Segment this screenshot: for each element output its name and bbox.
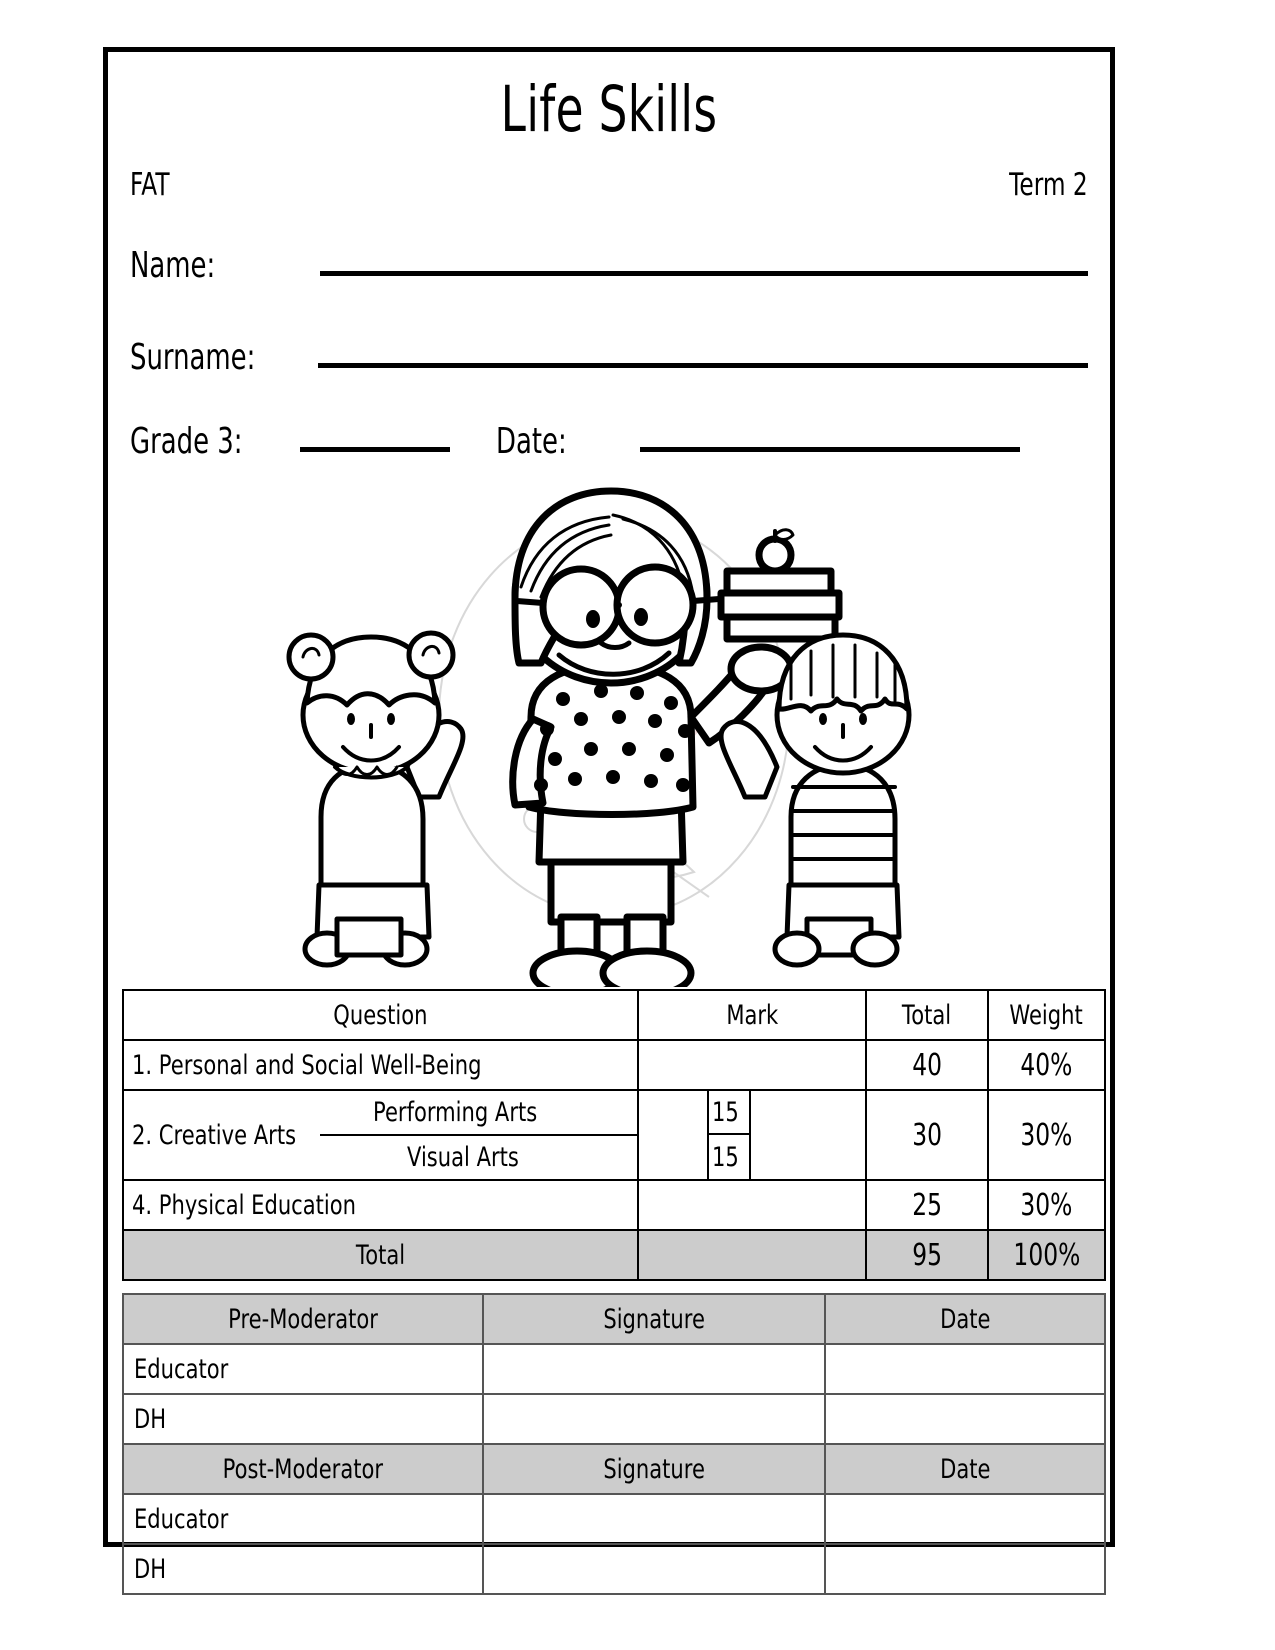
header-weight: Weight xyxy=(988,990,1105,1040)
pre-moderator-dh-label: DH xyxy=(123,1394,483,1444)
table-row xyxy=(123,1494,1105,1544)
question-2-mark-cell[interactable] xyxy=(638,1090,866,1180)
header-question: Question xyxy=(123,990,638,1040)
grade-input-line[interactable] xyxy=(300,447,450,452)
child-left-icon xyxy=(289,633,463,965)
question-1-mark-cell[interactable] xyxy=(638,1040,866,1090)
table-row xyxy=(123,1394,1105,1444)
total-label: Total xyxy=(123,1230,638,1280)
pre-moderator-educator-signature[interactable] xyxy=(483,1344,825,1394)
name-input-line[interactable] xyxy=(320,271,1088,276)
question-2-label: 2. Creative Arts xyxy=(132,1119,297,1151)
post-moderator-educator-date[interactable] xyxy=(825,1494,1105,1544)
post-moderator-dh-signature[interactable] xyxy=(483,1544,825,1594)
post-moderator-signature-header: Signature xyxy=(483,1444,825,1494)
pre-moderator-header-row xyxy=(123,1294,1105,1344)
grade-label: Grade 3: xyxy=(130,421,243,463)
post-moderator-educator-label: Educator xyxy=(123,1494,483,1544)
question-4-weight: 30% xyxy=(988,1180,1105,1230)
post-moderator-date-header: Date xyxy=(825,1444,1105,1494)
name-label: Name: xyxy=(130,245,216,287)
performing-arts-mark[interactable]: 15 xyxy=(707,1091,751,1135)
table-row xyxy=(123,1344,1105,1394)
total-mark-cell xyxy=(638,1230,866,1280)
post-moderator-header-row xyxy=(123,1444,1105,1494)
post-moderator-header: Post-Moderator xyxy=(123,1444,483,1494)
pre-moderator-educator-date[interactable] xyxy=(825,1344,1105,1394)
total-weight: 100% xyxy=(988,1230,1105,1280)
pre-moderator-date-header: Date xyxy=(825,1294,1105,1344)
illustration xyxy=(122,467,1096,987)
question-1-label: 1. Personal and Social Well-Being xyxy=(123,1040,638,1090)
pre-moderator-educator-label: Educator xyxy=(123,1344,483,1394)
question-1-weight: 40% xyxy=(988,1040,1105,1090)
assessment-type-label: FAT xyxy=(130,167,170,203)
post-moderator-educator-signature[interactable] xyxy=(483,1494,825,1544)
question-4-total: 25 xyxy=(866,1180,988,1230)
surname-input-line[interactable] xyxy=(318,363,1088,368)
term-label: Term 2 xyxy=(1009,167,1088,203)
name-field-row xyxy=(122,229,1096,285)
meta-row xyxy=(122,167,1096,203)
pre-moderator-header: Pre-Moderator xyxy=(123,1294,483,1344)
question-2-weight: 30% xyxy=(988,1090,1105,1180)
post-moderator-dh-label: DH xyxy=(123,1544,483,1594)
question-1-total: 40 xyxy=(866,1040,988,1090)
question-2-total: 30 xyxy=(866,1090,988,1180)
question-4-mark-cell[interactable] xyxy=(638,1180,866,1230)
pre-moderator-signature-header: Signature xyxy=(483,1294,825,1344)
post-moderator-dh-date[interactable] xyxy=(825,1544,1105,1594)
question-2-cell xyxy=(123,1090,638,1180)
page-title: Life Skills xyxy=(500,73,718,146)
table-row xyxy=(123,1040,1105,1090)
grade-date-field-row xyxy=(122,405,1096,461)
worksheet-page xyxy=(103,47,1115,1585)
surname-field-row xyxy=(122,321,1096,377)
question-4-label: 4. Physical Education xyxy=(123,1180,638,1230)
marks-table xyxy=(122,989,1106,1281)
pre-moderator-table xyxy=(122,1293,1106,1595)
question-2-sub-performing-arts: Performing Arts xyxy=(320,1091,637,1136)
header-total: Total xyxy=(866,990,988,1040)
marks-total-row xyxy=(123,1230,1105,1280)
surname-label: Surname: xyxy=(130,337,256,379)
question-2-sub-visual-arts: Visual Arts xyxy=(406,1142,519,1173)
header-mark: Mark xyxy=(638,990,866,1040)
table-row xyxy=(123,1544,1105,1594)
marks-table-header-row xyxy=(123,990,1105,1040)
pre-moderator-dh-signature[interactable] xyxy=(483,1394,825,1444)
teacher-with-two-children-icon xyxy=(279,467,939,987)
table-row xyxy=(123,1180,1105,1230)
total-total: 95 xyxy=(866,1230,988,1280)
date-input-line[interactable] xyxy=(640,447,1020,452)
date-label: Date: xyxy=(496,421,567,463)
pre-moderator-dh-date[interactable] xyxy=(825,1394,1105,1444)
table-row xyxy=(123,1090,1105,1180)
visual-arts-mark[interactable]: 15 xyxy=(707,1135,751,1179)
